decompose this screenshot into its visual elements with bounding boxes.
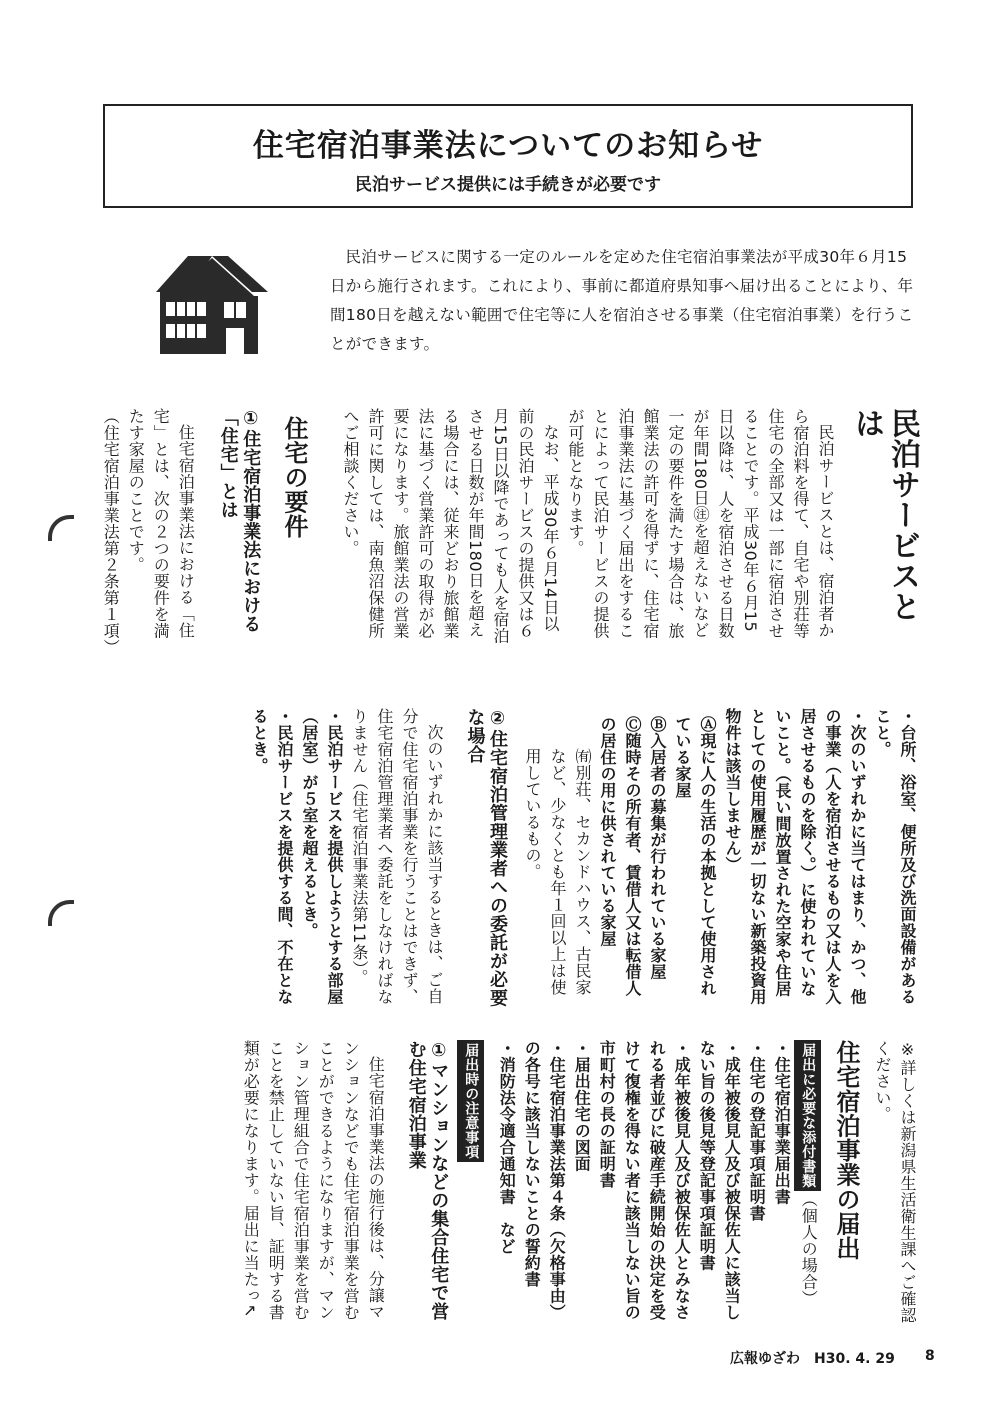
required-docs-label-row: [794, 1040, 821, 1330]
paragraph-apartment: 住宅宿泊事業法の施行後は、分譲マンションなどでも住宅宿泊事業を営むことができるようになりますが、マンション管理組合で住宅宿泊事業を営むことを禁止していない旨、証明する書類が必要になります。届出に当たっ↖: [241, 1040, 386, 1321]
condition-absence: ・民泊サービスを提供する間、不在となるとき。: [250, 708, 294, 1005]
required-docs-label-note: （個人の場合）: [799, 1191, 819, 1307]
binder-hole-icon: [48, 515, 74, 541]
notes-label-row: [457, 1040, 484, 1330]
publication-name: 広報ゆざわ H30. 4. 29: [730, 1351, 895, 1367]
required-doc-item: ・住宅宿泊事業届出書: [772, 1040, 792, 1205]
notification-notes-label: 届出時の注意事項: [457, 1040, 484, 1162]
paragraph-minpaku-definition: 民泊サービスとは、宿泊者から宿泊料を得て、自宅や別荘等住宅の全部又は一部に宿泊させることです。平成30年６月15日以降は、人を宿泊させる日数が年間180日㊟を超えないなど一定の要件を満たす場合は、旅館業法の許可を得ずに、住宅宿泊事業法に基づく届出をすることによって民泊サービスの提供が可能となります。: [566, 408, 835, 639]
required-doc-item: ・届出住宅の図面: [572, 1040, 592, 1172]
house-icon: [148, 252, 276, 356]
paragraph-law-reference: （住宅宿泊事業法第２条第１項）: [101, 408, 121, 656]
example-note: ㈲別荘、セカンドハウス、古民家など、少なくとも年１回以上は使用しているもの。: [523, 748, 592, 996]
required-doc-item: ・消防法令適合通知書 など: [497, 1040, 517, 1255]
required-docs-label: 届出に必要な添付書類: [794, 1040, 821, 1191]
paragraph-house-definition: 住宅宿泊事業法における「住宅」とは、次の２つの要件を満たす家屋のことです。: [126, 408, 196, 639]
required-doc-item: ・住宅宿泊事業法第４条（欠格事由）の各号に該当しないことの誓約書: [522, 1040, 567, 1321]
lower-section: [120, 1040, 920, 1330]
contact-note: ※詳しくは新潟県生活衛生課へご確認ください。: [873, 1040, 917, 1324]
page-title: 住宅宿泊事業法についてのお知らせ: [252, 128, 764, 164]
subheading-management-contract: ②住宅宿泊管理業者への委託が必要な場合: [464, 708, 508, 1007]
upper-section: [101, 408, 920, 656]
paragraph-minpaku-note: なお、平成30年６月14日以前の民泊サービスの提供又は６月15日以降であっても人を宿泊させる日数が年間180日を超える場合には、従来どおり旅館業法に基づく営業許可の取得が必要になります。旅館業法の営業許可に関しては、南魚沼保健所へご相談ください。: [341, 408, 560, 644]
intro-paragraph: 民泊サービスに関する一定のルールを定めた住宅宿泊事業法が平成30年６月15日から施行されます。これにより、事前に都道府県知事へ届け出ることにより、年間180日を越えない範囲で住宅等に人を宿泊させる事業（住宅宿泊事業）を行うことができます。: [330, 248, 914, 353]
required-doc-item: ・住宅の登記事項証明書: [747, 1040, 767, 1222]
paragraph-management-contract: 次のいずれかに該当するときは、ご自分で住宅宿泊事業を行うことはできず、住宅宿泊管理業者へ委託をしなければなりません（住宅宿泊事業法第11条）。: [350, 708, 444, 1005]
condition-rooms: ・民泊サービスを提供しようとする部屋（居室）が５室を超えるとき。: [300, 708, 344, 1005]
subheading-house-definition: ①住宅宿泊事業法における「住宅」とは: [217, 408, 262, 633]
item-a: Ⓐ現に人の生活の本拠として使用されている家屋: [673, 716, 717, 997]
required-doc-item: ・成年被後見人及び被保佐人とみなされる者並びに破産手続開始の決定を受けて復権を得ない者に該当しない旨の市町村の長の証明書: [597, 1040, 692, 1321]
section-heading-minpaku: 民泊サービスとは: [849, 408, 920, 622]
requirement-usage: ・次のいずれかに当てはまり、かつ、他の事業（人を宿泊させるもの又は人を入居させるものを除く。）に使われていないこと。（長い間放置された空家や住居としての使用履歴が一切ない新築投資用物件は該当しません）: [723, 708, 867, 1005]
item-b: Ⓑ入居者の募集が行われている家屋: [648, 716, 667, 980]
subheading-apartment: ①マンションなどの集合住宅で営む住宅宿泊事業: [405, 1040, 450, 1321]
section-heading-notification: 住宅宿泊事業の届出: [832, 1040, 860, 1261]
item-c: Ⓒ随時その所有者、賃借人又は転借人の居住の用に供されている家屋: [598, 716, 642, 997]
requirement-facilities: ・台所、浴室、便所及び洗面設備があること。: [873, 708, 917, 1005]
middle-section: [120, 708, 920, 1008]
section-heading-requirements: 住宅の要件: [280, 416, 308, 539]
page-subtitle: 民泊サービス提供には手続きが必要です: [355, 175, 661, 195]
required-doc-item: ・成年被後見人及び被保佐人に該当しない旨の後見等登記事項証明書: [697, 1040, 742, 1321]
page-number: 8: [925, 1348, 935, 1364]
title-box: [103, 104, 913, 208]
binder-hole-icon: [48, 900, 74, 926]
